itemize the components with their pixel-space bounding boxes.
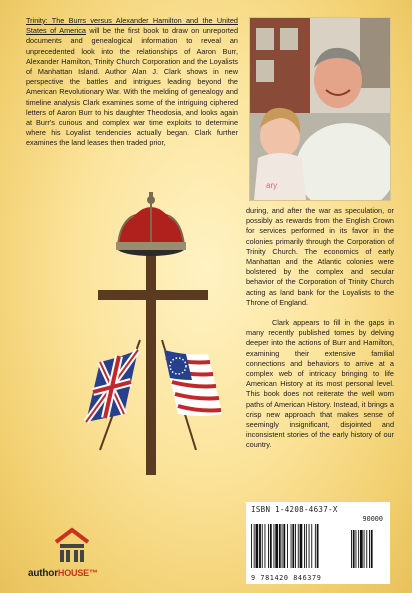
barcode-bar [270, 524, 272, 568]
barcode-bar [291, 524, 292, 568]
isbn-text: ISBN 1-4208-4637-X [251, 505, 338, 514]
barcode-bar [309, 524, 310, 568]
barcode-digits: 9 781420 846379 [251, 574, 322, 582]
continued-text [246, 206, 394, 451]
barcode-bar [262, 524, 263, 568]
barcode-bar [254, 524, 255, 568]
barcode-addon-bar [364, 530, 365, 568]
publisher-name: authorHOUSE™ [28, 568, 98, 579]
authorhouse-logo [28, 526, 128, 581]
svg-text:ary: ary [266, 181, 278, 190]
barcode-bar [275, 524, 278, 568]
crown-cross-flags-illustration [78, 190, 228, 490]
barcode-addon-bar [358, 530, 359, 568]
crown-icon [116, 192, 186, 256]
barcode-bars [251, 524, 385, 574]
barcode-bar [300, 524, 303, 568]
barcode-bar [295, 524, 296, 568]
barcode-bar [279, 524, 281, 568]
barcode-addon-bar [351, 530, 352, 568]
barcode-bar [317, 524, 319, 568]
barcode-bar [315, 524, 316, 568]
barcode-addon-bar [366, 530, 367, 568]
isbn-barcode [246, 502, 390, 584]
price-code: 90000 [362, 515, 383, 523]
continued-paragraph-1: during, and after the war as speculation, or possibly as rewards from the English Crown for services performed in its favor in the colonies primarily through the Corporation of Trinity Church. The economics of early Manhattan and the Atlantic colonies were bolstered by the complex and secular behavior of the Corporation of Trinity Church acting as land bank for the Loyalists to the Throne of England. [246, 206, 394, 307]
barcode-bar [298, 524, 299, 568]
book-title-link[interactable]: Trinity: The Burrs versus Alexander Hamilton and the United States of America [26, 16, 238, 36]
barcode-bar [283, 524, 285, 568]
barcode-bar [274, 524, 275, 568]
cross-vertical-beam [146, 250, 156, 475]
author-photo-image [250, 18, 390, 200]
barcode-bar [304, 524, 305, 568]
barcode-bar [311, 524, 312, 568]
barcode-bar [282, 524, 283, 568]
barcode-bar [259, 524, 261, 568]
house-book-icon [52, 526, 92, 566]
barcode-addon-bar [356, 530, 357, 568]
cross-horizontal-beam [98, 290, 208, 300]
barcode-bar [256, 524, 259, 568]
continued-paragraph-2: Clark appears to fill in the gaps in many recently published tomes by delving deeper into the actions of Burr and Hamilton, examining their extensive familial connections and behaviors to arrive at a complex web of intricacy bringing to life American History at its most personal level. This book does not reiterate the well worn paths of American History. Instead, it brings a crisp new approach that makes sense of seemingly insignificant, disjointed and inconsistent stories of the early history of our country. [246, 318, 394, 450]
barcode-addon-bar [371, 530, 373, 568]
author-photo [250, 18, 390, 200]
barcode-bar [251, 524, 252, 568]
barcode-bar [292, 524, 294, 568]
intro-text: will be the first book to draw on unreported documents and genealogical information to reveal an unprecedented look into the relationships of Aaron Burr, Alexander Hamilton, Trinity Church Corporation and the Loyalists of Manhattan Island. Author Alan J. Clark shows in new perspective the battles and intrigues leading beyond the American Revolutionary War. With the melding of genealogy and timeline analysis Clark examines some of the intriguing ciphered letters of Aaron Burr to his daughter Theodosia, and looks again at Burr's curious and complex war time exploits to determine where his Loyalist tendencies actually began. Clark further examines the land leases then traded prior, [26, 26, 238, 148]
barcode-bar [265, 524, 266, 568]
barcode-addon-bar [360, 530, 363, 568]
barcode-bar [306, 524, 307, 568]
betsy-ross-flag [162, 340, 222, 450]
union-jack-flag [86, 340, 140, 450]
intro-paragraph [26, 16, 238, 149]
barcode-bar [268, 524, 269, 568]
barcode-bar [287, 524, 288, 568]
barcode-addon-bar [353, 530, 355, 568]
barcode-addon-bar [369, 530, 370, 568]
